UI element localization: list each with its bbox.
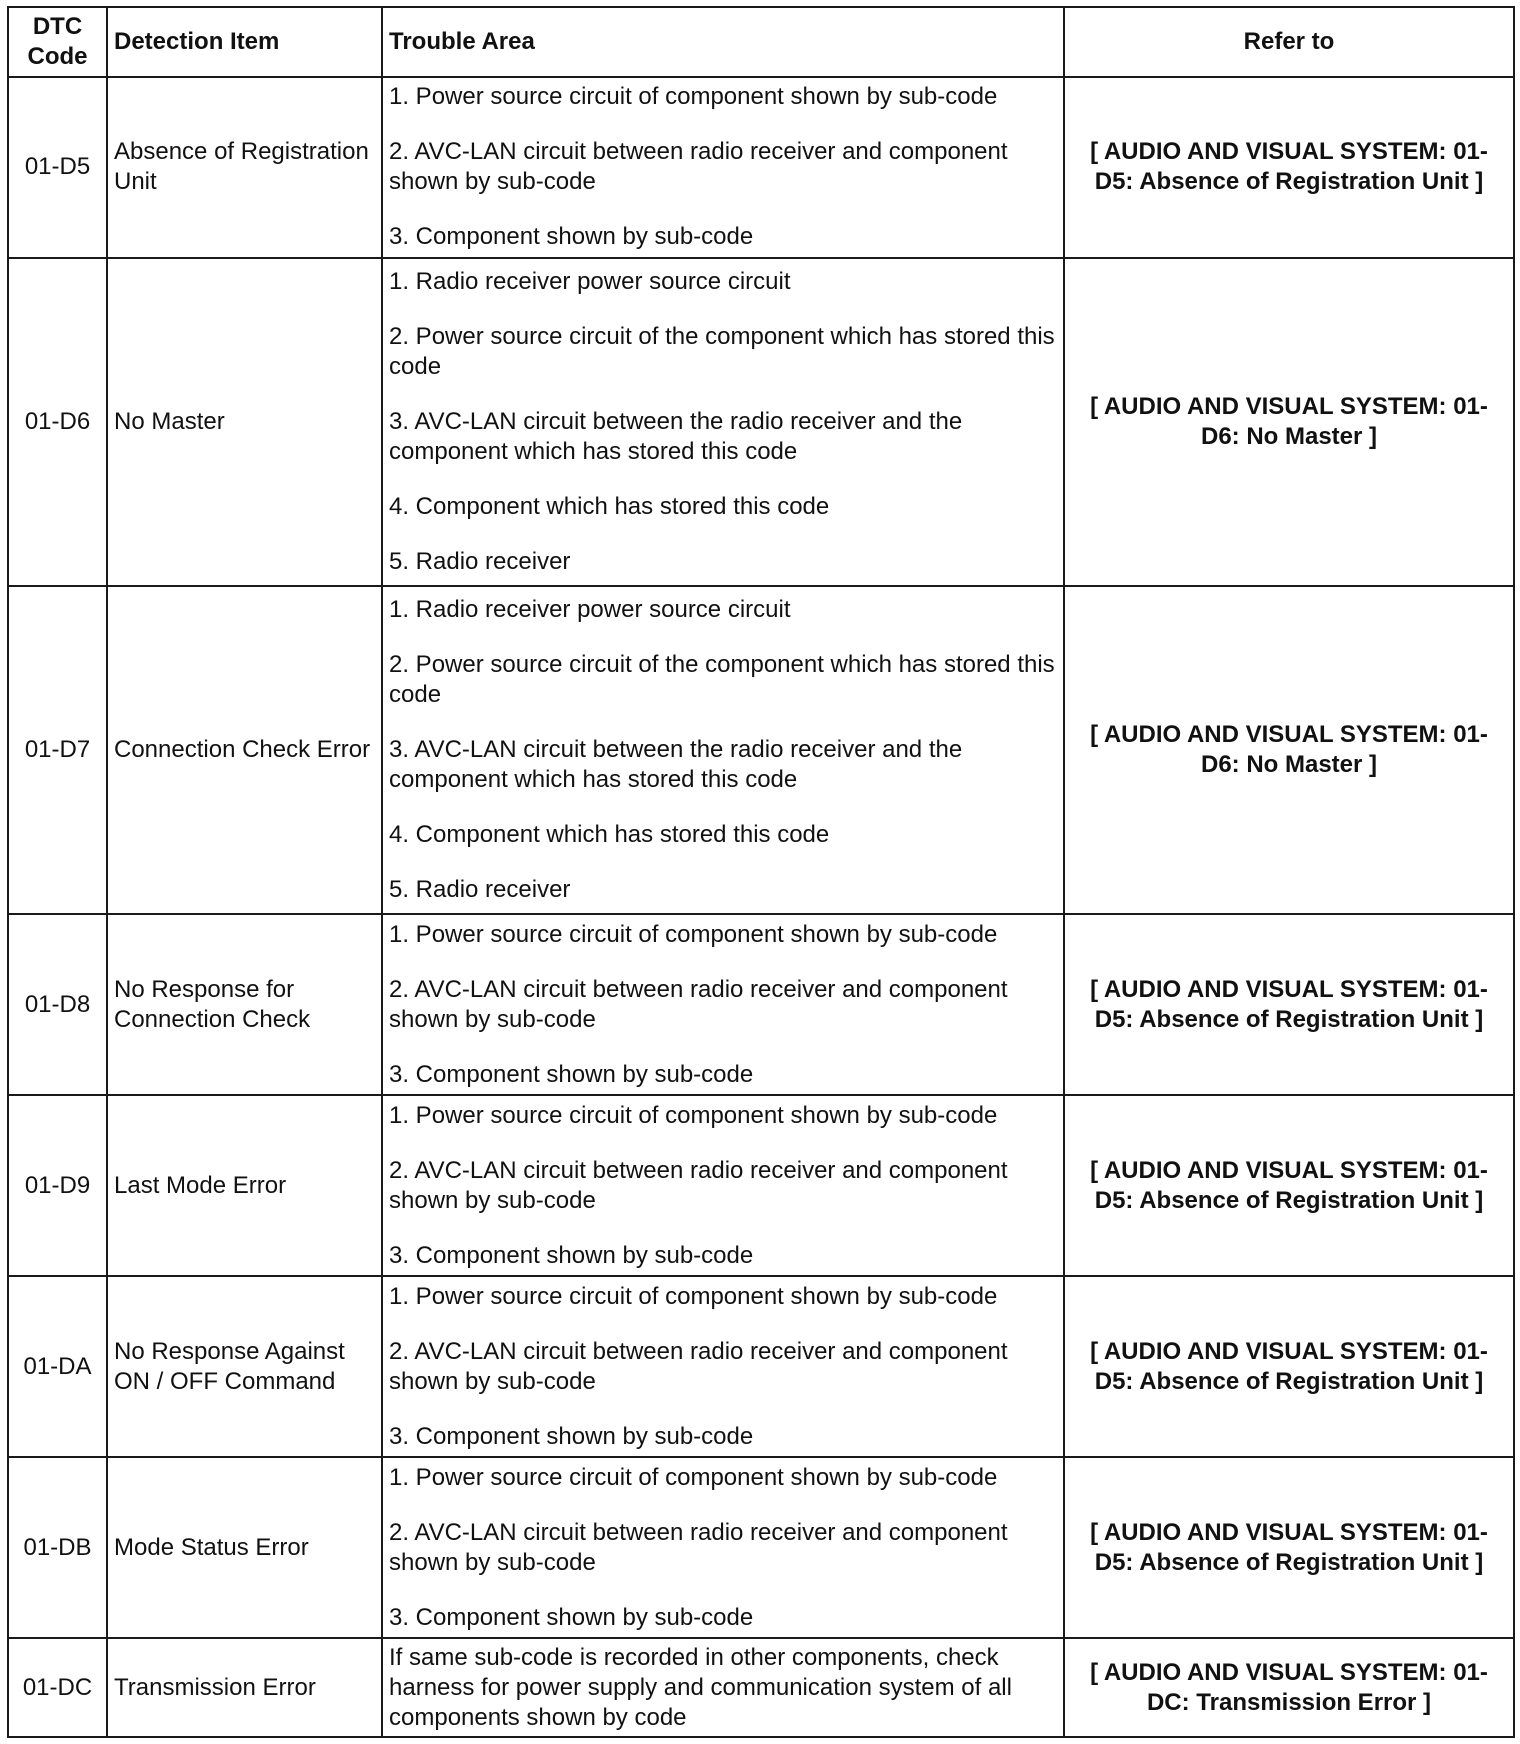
trouble-area-item: 4. Component which has stored this code xyxy=(389,821,830,849)
dtc-code-cell: 01-DB xyxy=(8,1457,107,1638)
table-row xyxy=(8,586,1514,914)
trouble-area-cell xyxy=(382,914,1064,1095)
detection-item-cell: No Master xyxy=(107,258,382,586)
trouble-area-item: 5. Radio receiver xyxy=(389,876,571,904)
trouble-area-item: 2. Power source circuit of the component which has stored this code xyxy=(389,651,1055,709)
dtc-code-cell: 01-D8 xyxy=(8,914,107,1095)
trouble-area-item: 3. Component shown by sub-code xyxy=(389,1422,754,1450)
trouble-area-item: 2. AVC-LAN circuit between radio receiver and component shown by sub-code xyxy=(389,975,1008,1033)
dtc-code-cell: 01-DC xyxy=(8,1638,107,1737)
trouble-area-item: 1. Radio receiver power source circuit xyxy=(389,596,791,624)
refer-to-link[interactable]: [ AUDIO AND VISUAL SYSTEM: 01-D5: Absence of Registration Unit ] xyxy=(1064,914,1514,1095)
table-row xyxy=(8,1457,1514,1638)
detection-item-cell: No Response Against ON / OFF Command xyxy=(107,1276,382,1457)
trouble-area-item: 2. AVC-LAN circuit between radio receiver and component shown by sub-code xyxy=(389,1518,1008,1576)
trouble-area-item: If same sub-code is recorded in other components, check harness for power supply and communication system of all components shown by code xyxy=(389,1643,1012,1731)
refer-to-link[interactable]: [ AUDIO AND VISUAL SYSTEM: 01-DC: Transmission Error ] xyxy=(1064,1638,1514,1737)
table-header-row xyxy=(8,7,1514,77)
table-row xyxy=(8,914,1514,1095)
trouble-area-item: 5. Radio receiver xyxy=(389,548,571,576)
trouble-area-item: 3. Component shown by sub-code xyxy=(389,223,754,251)
trouble-area-item: 3. Component shown by sub-code xyxy=(389,1241,754,1269)
trouble-area-item: 2. Power source circuit of the component which has stored this code xyxy=(389,323,1055,381)
trouble-area-cell xyxy=(382,586,1064,914)
trouble-area-item: 1. Power source circuit of component shown by sub-code xyxy=(389,920,998,948)
trouble-area-item: 2. AVC-LAN circuit between radio receiver and component shown by sub-code xyxy=(389,1337,1008,1395)
table-row xyxy=(8,1095,1514,1276)
dtc-table xyxy=(7,6,1515,1738)
trouble-area-cell xyxy=(382,1638,1064,1737)
trouble-area-cell xyxy=(382,1095,1064,1276)
table-row xyxy=(8,258,1514,586)
header-dtc-code-line1: DTC xyxy=(32,13,83,40)
trouble-area-item: 2. AVC-LAN circuit between radio receiver and component shown by sub-code xyxy=(389,138,1008,196)
detection-item-cell: Last Mode Error xyxy=(107,1095,382,1276)
detection-item-cell: Connection Check Error xyxy=(107,586,382,914)
dtc-code-cell: 01-DA xyxy=(8,1276,107,1457)
trouble-area-item: 3. Component shown by sub-code xyxy=(389,1603,754,1631)
dtc-code-cell: 01-D9 xyxy=(8,1095,107,1276)
detection-item-cell: Absence of Registration Unit xyxy=(107,77,382,258)
trouble-area-cell xyxy=(382,77,1064,258)
table-row xyxy=(8,1638,1514,1737)
dtc-code-cell: 01-D6 xyxy=(8,258,107,586)
refer-to-link[interactable]: [ AUDIO AND VISUAL SYSTEM: 01-D5: Absence of Registration Unit ] xyxy=(1064,1095,1514,1276)
trouble-area-item: 1. Radio receiver power source circuit xyxy=(389,268,791,296)
dtc-code-cell: 01-D7 xyxy=(8,586,107,914)
refer-to-link[interactable]: [ AUDIO AND VISUAL SYSTEM: 01-D5: Absence of Registration Unit ] xyxy=(1064,77,1514,258)
header-refer-to: Refer to xyxy=(1064,7,1514,77)
table-body xyxy=(8,77,1514,1737)
trouble-area-cell xyxy=(382,258,1064,586)
trouble-area-item: 3. AVC-LAN circuit between the radio receiver and the component which has stored this code xyxy=(389,736,963,794)
detection-item-cell: Mode Status Error xyxy=(107,1457,382,1638)
header-trouble-area: Trouble Area xyxy=(382,7,1064,77)
detection-item-cell: No Response for Connection Check xyxy=(107,914,382,1095)
refer-to-link[interactable]: [ AUDIO AND VISUAL SYSTEM: 01-D5: Absence of Registration Unit ] xyxy=(1064,1457,1514,1638)
table-row xyxy=(8,77,1514,258)
trouble-area-cell xyxy=(382,1276,1064,1457)
refer-to-link[interactable]: [ AUDIO AND VISUAL SYSTEM: 01-D6: No Master ] xyxy=(1064,586,1514,914)
trouble-area-item: 1. Power source circuit of component shown by sub-code xyxy=(389,83,998,111)
header-dtc-code-line2: Code xyxy=(27,43,88,70)
dtc-code-cell: 01-D5 xyxy=(8,77,107,258)
trouble-area-item: 3. Component shown by sub-code xyxy=(389,1060,754,1088)
header-detection-item: Detection Item xyxy=(107,7,382,77)
trouble-area-item: 4. Component which has stored this code xyxy=(389,493,830,521)
trouble-area-item: 2. AVC-LAN circuit between radio receiver and component shown by sub-code xyxy=(389,1156,1008,1214)
trouble-area-item: 1. Power source circuit of component shown by sub-code xyxy=(389,1101,998,1129)
refer-to-link[interactable]: [ AUDIO AND VISUAL SYSTEM: 01-D5: Absence of Registration Unit ] xyxy=(1064,1276,1514,1457)
trouble-area-item: 3. AVC-LAN circuit between the radio receiver and the component which has stored this code xyxy=(389,408,963,466)
refer-to-link[interactable]: [ AUDIO AND VISUAL SYSTEM: 01-D6: No Master ] xyxy=(1064,258,1514,586)
trouble-area-item: 1. Power source circuit of component shown by sub-code xyxy=(389,1282,998,1310)
detection-item-cell: Transmission Error xyxy=(107,1638,382,1737)
header-dtc-code xyxy=(8,7,107,77)
table-row xyxy=(8,1276,1514,1457)
trouble-area-item: 1. Power source circuit of component shown by sub-code xyxy=(389,1463,998,1491)
trouble-area-cell xyxy=(382,1457,1064,1638)
